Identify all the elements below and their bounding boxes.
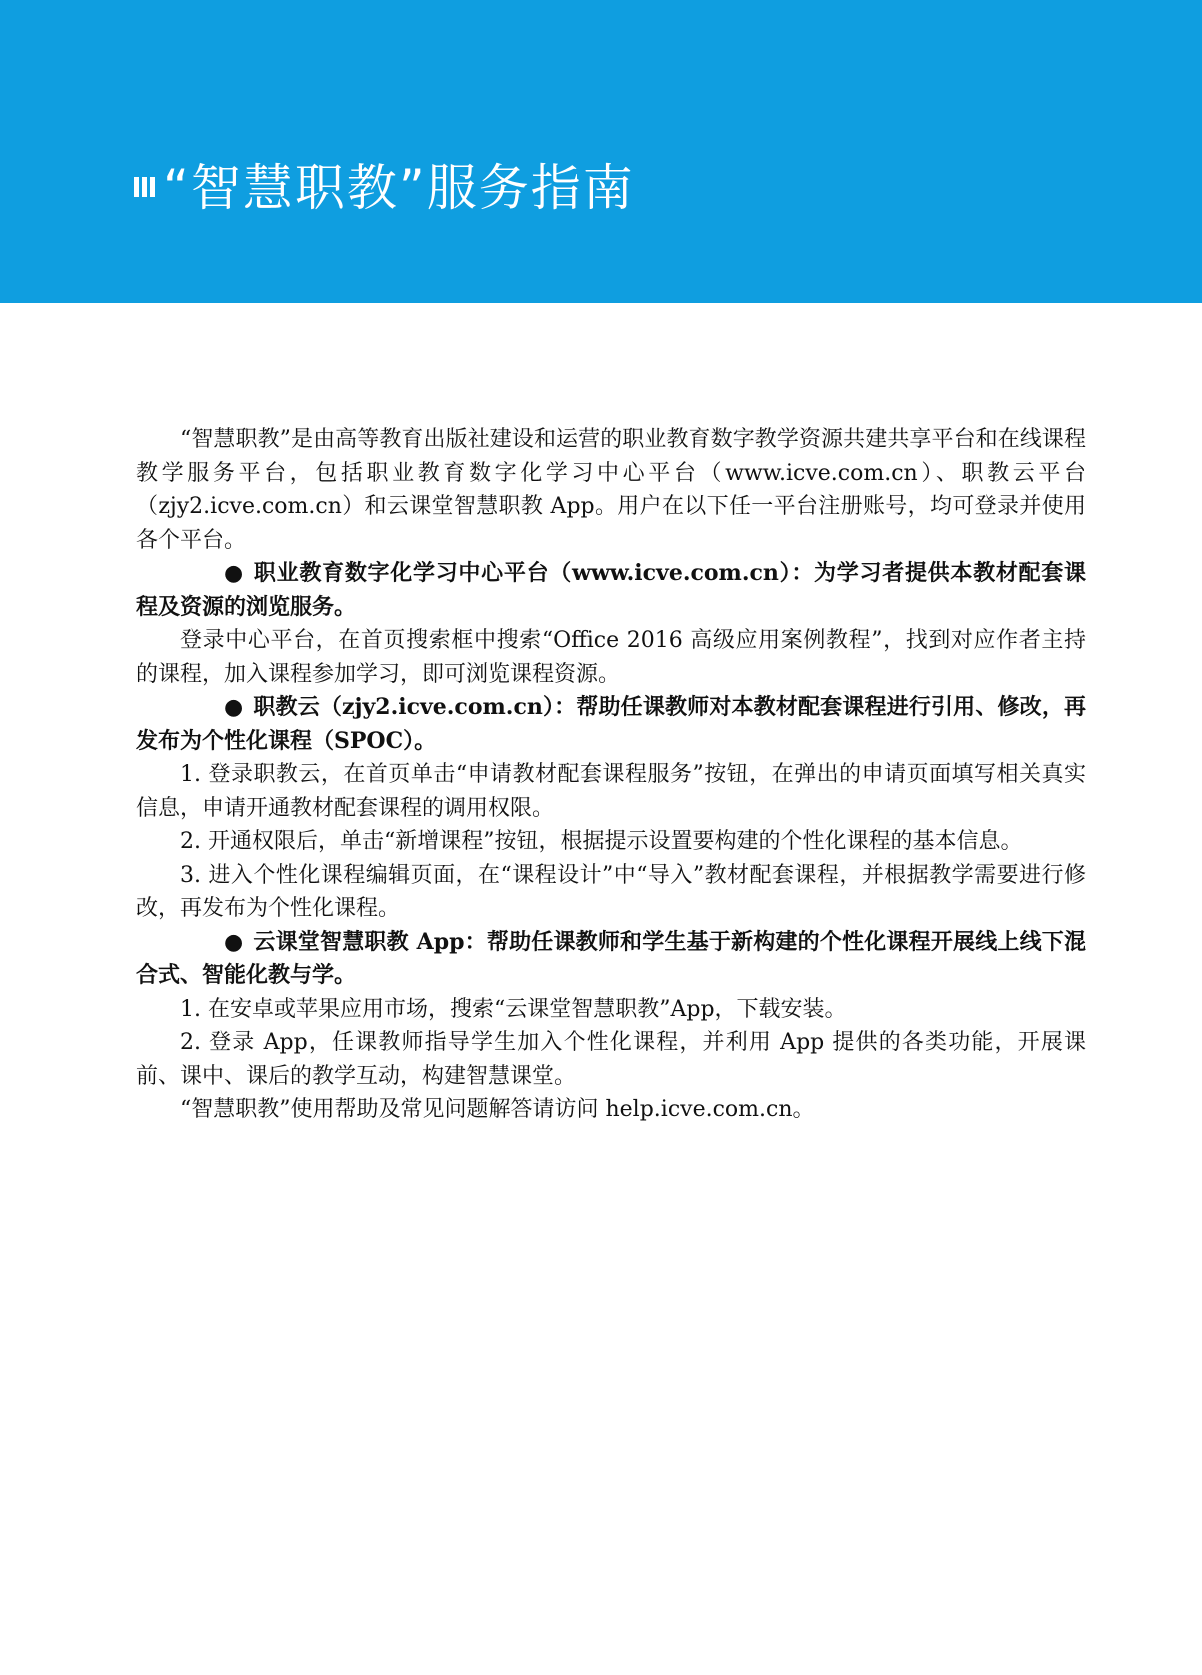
body-paragraph: 登录中心平台，在首页搜索框中搜索“Office 2016 高级应用案例教程”，找到对应作者主持的课程，加入课程参加学习，即可浏览课程资源。	[136, 628, 1086, 687]
help-paragraph: “智慧职教”使用帮助及常见问题解答请访问 help.icve.com.cn。	[180, 1097, 815, 1122]
section-heading-text: 云课堂智慧职教 App：帮助任课教师和学生基于新构建的个性化课程开展线上线下混合式、智能化教与学。	[136, 928, 1086, 988]
title-banner	[0, 0, 1202, 303]
section-heading-zjy	[136, 691, 1086, 758]
step-paragraph: 1. 登录职教云，在首页单击“申请教材配套课程服务”按钮，在弹出的申请页面填写相关真实信息，申请开通教材配套课程的调用权限。	[136, 762, 1086, 821]
intro-paragraph: “智慧职教”是由高等教育出版社建设和运营的职业教育数字教学资源共建共享平台和在线课程教学服务平台，包括职业教育数字化学习中心平台（www.icve.com.cn）、职教云平台（zjy2.icve.com.cn）和云课堂智慧职教 App。用户在以下任一平台注册账号，均可登录并使用各个平台。	[136, 427, 1086, 553]
document-body	[136, 423, 1086, 1127]
step-paragraph: 2. 开通权限后，单击“新增课程”按钮，根据提示设置要构建的个性化课程的基本信息。	[180, 829, 1023, 854]
bullet-icon: ●	[224, 560, 244, 586]
section-heading-icve	[136, 557, 1086, 624]
step-paragraph: 1. 在安卓或苹果应用市场，搜索“云课堂智慧职教”App，下载安装。	[180, 996, 847, 1022]
section-heading-app	[136, 926, 1086, 993]
section-heading-text: 职教云（zjy2.icve.com.cn）：帮助任课教师对本教材配套课程进行引用、修改，再发布为个性化课程（SPOC）。	[136, 694, 1086, 754]
triple-bar-icon	[134, 177, 155, 197]
title-row	[134, 144, 635, 224]
section-heading-text: 职业教育数字化学习中心平台（www.icve.com.cn）：为学习者提供本教材配套课程及资源的浏览服务。	[136, 560, 1086, 620]
bullet-icon: ●	[224, 694, 244, 720]
bullet-icon: ●	[224, 928, 244, 955]
page-title: “智慧职教”服务指南	[163, 159, 635, 217]
step-paragraph: 2. 登录 App，任课教师指导学生加入个性化课程，并利用 App 提供的各类功能，开展课前、课中、课后的教学互动，构建智慧课堂。	[136, 1030, 1086, 1089]
step-paragraph: 3. 进入个性化课程编辑页面，在“课程设计”中“导入”教材配套课程，并根据教学需要进行修改，再发布为个性化课程。	[136, 862, 1086, 921]
